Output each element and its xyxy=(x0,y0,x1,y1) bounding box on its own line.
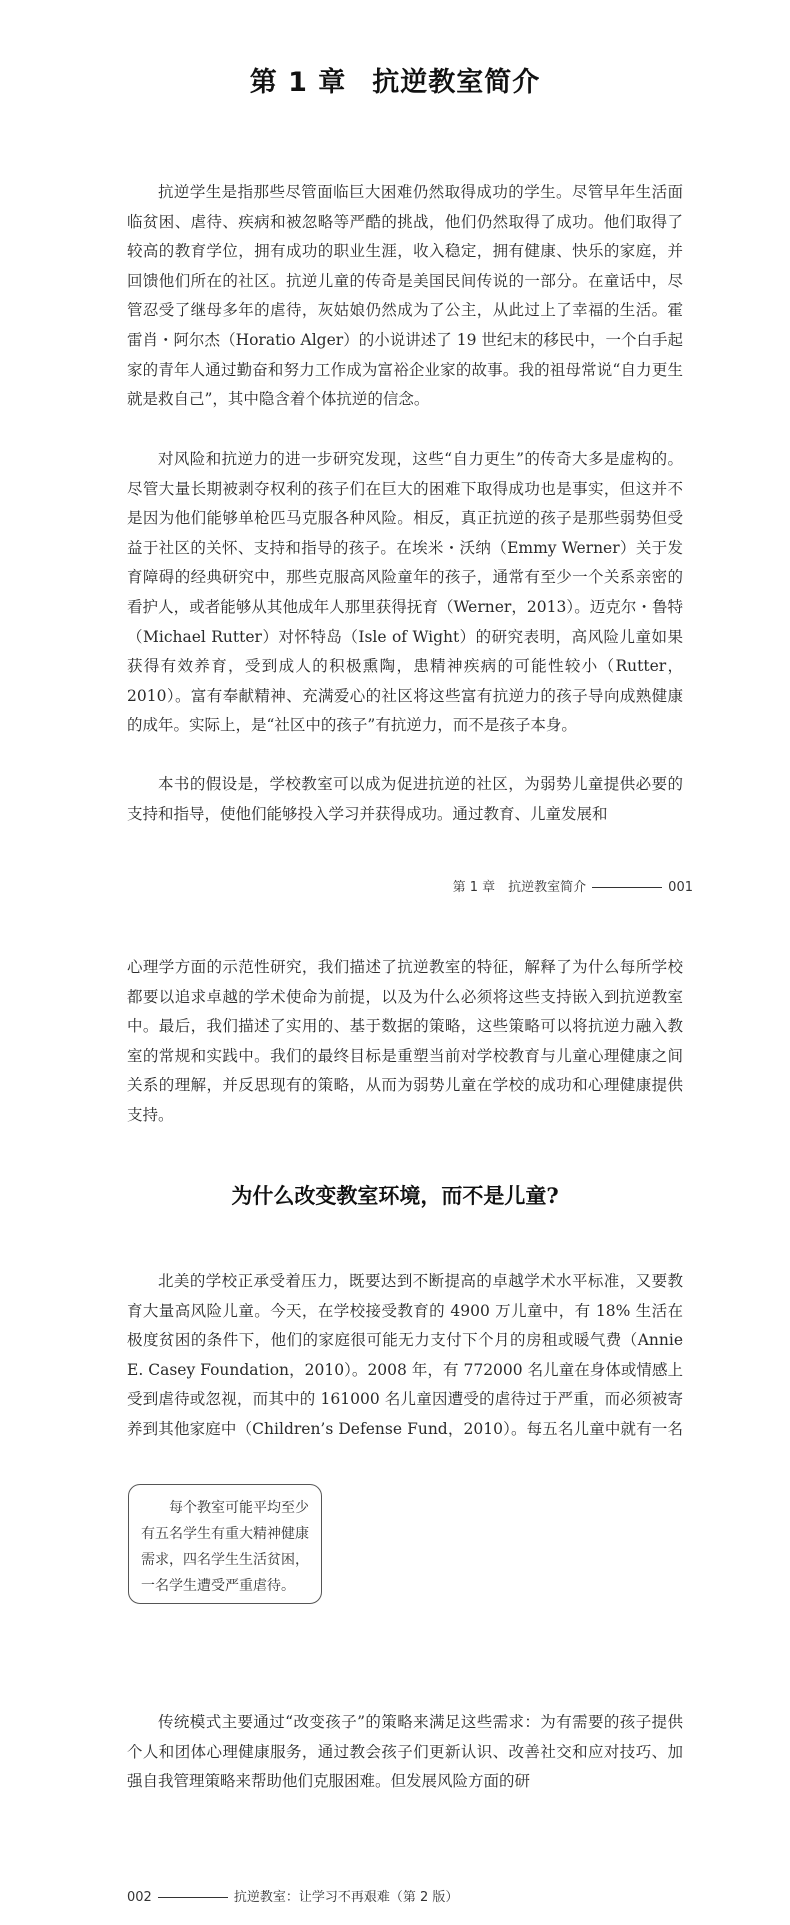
body-paragraph-3: 本书的假设是，学校教室可以成为促进抗逆的社区，为弱势儿童提供必要的支持和指导，使他们能够投入学习并获得成功。通过教育、儿童发展和 xyxy=(127,775,683,823)
body-paragraph-2: 对风险和抗逆力的进一步研究发现，这些“自力更生”的传奇大多是虚构的。尽管大量长期被剥夺权利的孩子们在巨大的困难下取得成功也是事实，但这并不是因为他们能够单枪匹马克服各种风险。相反，真正抗逆的孩子是那些弱势但受益于社区的关怀、支持和指导的孩子。在埃米・沃纳（Emmy Werner）关于发育障碍的经典研究中，那些克服高风险童年的孩子，通常有至少一个关系亲密的看护人，或者能够从其他成年人那里获得抚育（Werner，2013）。迈克尔・鲁特（Michael Rutter）对怀特岛（Isle of Wight）的研究表明，高风险儿童如果获得有效养育，受到成人的积极熏陶，患精神疾病的可能性较小（Rutter，2010）。富有奉献精神、充满爱心的社区将这些富有抗逆力的孩子导向成熟健康的成年。实际上，是“社区中的孩子”有抗逆力，而不是孩子本身。 xyxy=(127,450,683,735)
footer-page-number-2: 002 xyxy=(127,1890,152,1905)
chapter-title-text: 抗逆教室简介 xyxy=(372,67,541,98)
continued-paragraph: 心理学方面的示范性研究，我们描述了抗逆教室的特征，解释了为什么每所学校都要以追求卓越的学术使命为前提，以及为什么必须将这些支持嵌入到抗逆教室中。最后，我们描述了实用的、基于数据的策略，这些策略可以将抗逆力融入教室的常规和实践中。我们的最终目标是重塑当前对学校教育与儿童心理健康之间关系的理解，并反思现有的策略，从而为弱势儿童在学校的成功和心理健康提供支持。 xyxy=(127,958,683,1124)
pull-quote-box: 每个教室可能平均至少有五名学生有重大精神健康需求，四名学生生活贫困，一名学生遭受严重虐待。 xyxy=(128,1484,322,1604)
footer-chapter: 第 1 章 抗逆教室简介 xyxy=(452,880,587,895)
chapter-title xyxy=(0,60,790,99)
footer-rule-2 xyxy=(158,1897,228,1898)
footer-rule xyxy=(592,887,662,888)
section-heading: 为什么改变教室环境，而不是儿童? xyxy=(231,1183,559,1208)
body-paragraph-5: 传统模式主要通过“改变孩子”的策略来满足这些需求：为有需要的孩子提供个人和团体心理健康服务，通过教会孩子们更新认识、改善社交和应对技巧、加强自我管理策略来帮助他们克服困难。但发展风险方面的研 xyxy=(127,1713,683,1791)
page-footer-right xyxy=(453,876,693,895)
footer-page-number: 001 xyxy=(668,880,693,895)
body-paragraph-4-lines: 北美的学校正承受着压力，既要达到不断提高的卓越学术水平标准，又要教育大量高风险儿童。今天，在学校接受教育的 4900 万儿童中，有 18% 生活在极度贫困的条件下，他们的家庭很可能无力支付下个月的房租或暖气费（Annie E. Casey Foundation，2010）。2008 年，有 772000 名儿童在身体或情感上受到虐待或忽视，而其中的 161000 名儿童因遭受的虐待过于严重，而必须被寄养到其他家庭中（Children’s Defense Fund，2010）。每五名儿童中就有一名 xyxy=(127,1272,683,1437)
page-footer-left xyxy=(127,1886,458,1905)
footer-book-title: 抗逆教室：让学习不再艰难（第 2 版） xyxy=(233,1890,459,1905)
body-paragraph-1: 抗逆学生是指那些尽管面临巨大困难仍然取得成功的学生。尽管早年生活面临贫困、虐待、疾病和被忽略等严酷的挑战，他们仍然取得了成功。他们取得了较高的教育学位，拥有成功的职业生涯，收入稳定，拥有健康、快乐的家庭，并回馈他们所在的社区。抗逆儿童的传奇是美国民间传说的一部分。在童话中，尽管忍受了继母多年的虐待，灰姑娘仍然成为了公主，从此过上了幸福的生活。霍雷肖・阿尔杰（Horatio Alger）的小说讲述了 19 世纪末的移民中，一个白手起家的青年人通过勤奋和努力工作成为富裕企业家的故事。我的祖母常说“自力更生就是救自己”，其中隐含着个体抗逆的信念。 xyxy=(127,183,683,409)
chapter-number: 第 1 章 xyxy=(249,67,347,98)
